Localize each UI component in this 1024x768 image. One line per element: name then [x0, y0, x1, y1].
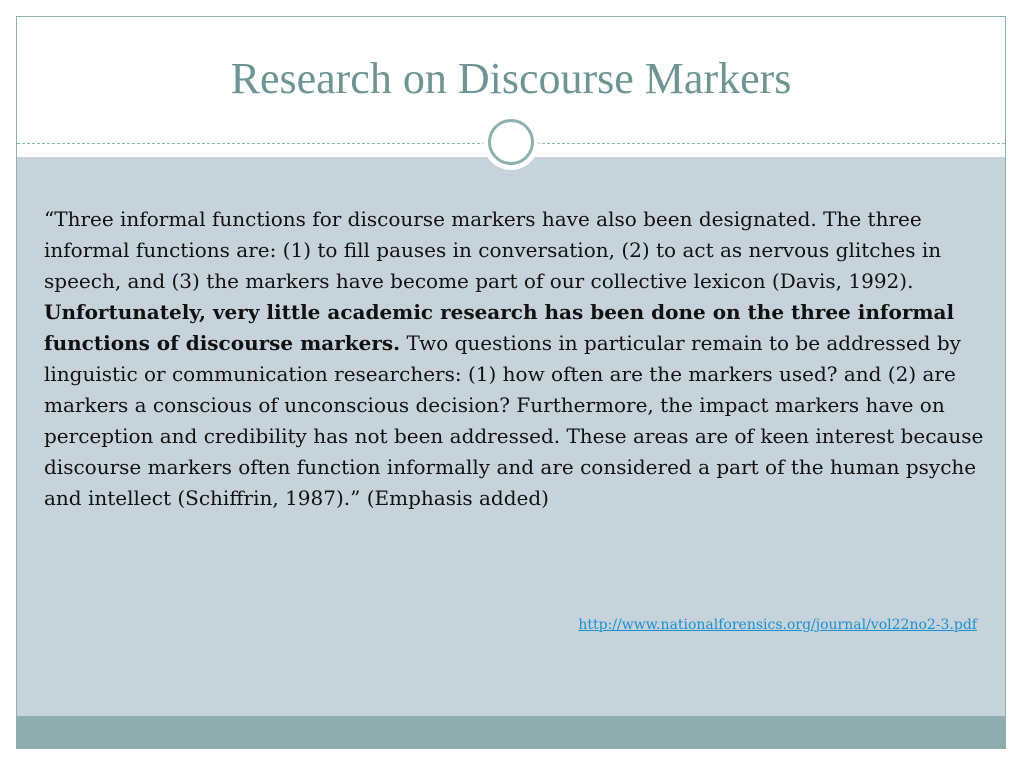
- slide-title: Research on Discourse Markers: [230, 54, 792, 103]
- quote-text-rest: Two questions in particular remain to be addressed by linguistic or communication researchers: (1) how often are the markers used? and (2) are markers a conscious of unconscious decision? Furthermore, the impact markers have on perception and credibility has not been addressed. These areas are of keen interest because discourse markers often function informally and are considered a part of the human psyche and intellect (Schiffrin, 1987).” (Emphasis added): [44, 331, 984, 510]
- circle-ring-icon: [483, 114, 539, 170]
- source-link[interactable]: http://www.nationalforensics.org/journal/vol22no2-3.pdf: [578, 617, 977, 633]
- quote-paragraph: [44, 204, 984, 514]
- circle-ring-inner: [488, 119, 534, 165]
- quote-text-emphasis: Unfortunately, very little academic research has been done on the three informal functions of discourse markers.: [44, 300, 955, 355]
- slide-frame: [16, 16, 1006, 749]
- quote-text-intro: “Three informal functions for discourse markers have also been designated. The three informal functions are: (1) to fill pauses in conversation, (2) to act as nervous glitches in speech, and (3) the markers have become part of our collective lexicon (Davis, 1992).: [44, 207, 942, 293]
- footer-bar: [17, 716, 1005, 749]
